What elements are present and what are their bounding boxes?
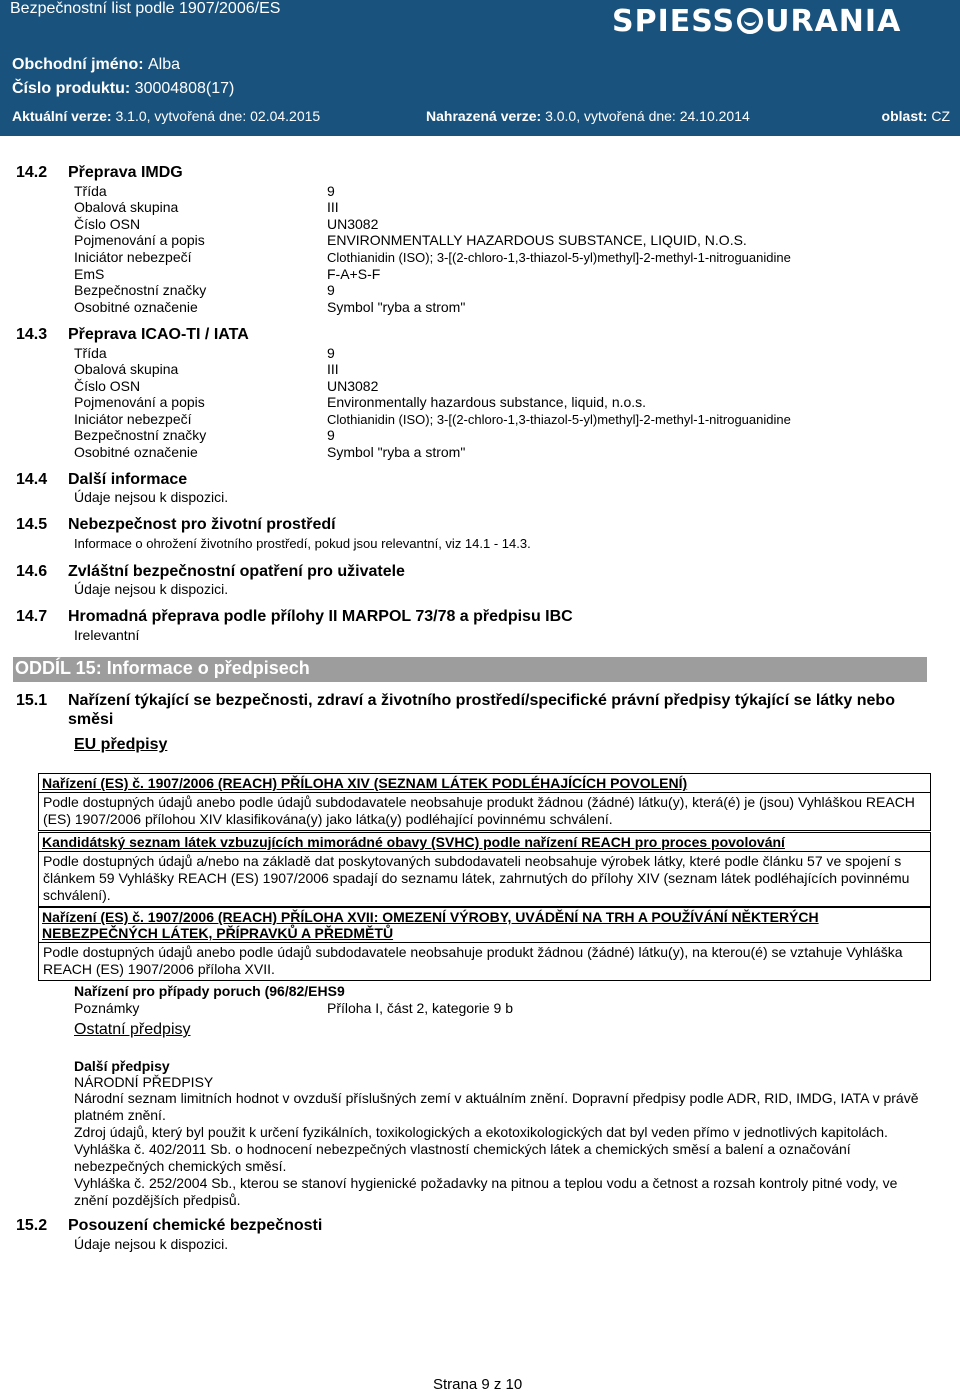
imdg-label-ems: EmS xyxy=(74,266,105,282)
iata-label-un-number: Číslo OSN xyxy=(74,378,141,394)
imdg-label-safety-marks: Bezpečnostní značky xyxy=(74,282,207,298)
section-14-3-heading: 14.3 Přeprava ICAO-TI / IATA xyxy=(16,326,249,343)
section-14-7-heading: 14.7 Hromadná přeprava podle přílohy II MARPOL 73/78 a předpisu IBC xyxy=(16,608,573,625)
iata-value-special-marking: Symbol "ryba a strom" xyxy=(327,444,466,460)
iata-label-hazard-initiator: Iniciátor nebezpečí xyxy=(74,411,192,427)
iata-value-hazard-initiator: Clothianidin (ISO); 3-[(2-chloro-1,3-thiazol-5-yl)methyl]-2-methyl-1-nitroguanidine xyxy=(327,412,791,427)
logo-text-left: SPIESS xyxy=(612,4,736,39)
section-14-4-text: Údaje nejsou k dispozici. xyxy=(74,489,229,505)
document-title: Bezpečnostní list podle 1907/2006/ES xyxy=(10,0,281,17)
other-regulations-heading: Ostatní předpisy xyxy=(74,1021,191,1038)
reach-annex-xiv-text: Podle dostupných údajů anebo podle údajů subdodavatele neobsahuje produkt žádnou (žádné) látku(y), která(é) je (jsou) Vyhláškou REACH (ES) 1907/2006 přílohou XIV klasifikována(y) jako látka(y) podléhající povinnému schválení. xyxy=(43,794,915,827)
national-regulations-text: Národní seznam limitních hodnot v ovzduší příslušných zemí v aktuálním znění. Dopravní předpisy podle ADR, RID, IMDG, IATA v právě platném znění. Zdroj údajů, který byl použit k určení fyzikálních, toxikologických a ekotoxikologických dat byl veden přímo v jednotlivých kapitolách. Vyhláška č. 402/2011 Sb. o hodnocení nebezpečných vlastností chemických látek a chemických směsí a balení a označování nebezpečných chemických směsí. Vyhláška č. 252/2004 Sb., kterou se stanoví hygienické požadavky na pitnou a teplou vodu a četnost a rozsah kontroly pitné vody, ve znění pozdějších předpisů. xyxy=(74,1090,919,1208)
imdg-label-special-marking: Osobitné označenie xyxy=(74,299,198,315)
imdg-value-special-marking: Symbol "ryba a strom" xyxy=(327,299,466,315)
iata-label-special-marking: Osobitné označenie xyxy=(74,444,198,460)
iata-label-shipping-name: Pojmenování a popis xyxy=(74,394,205,410)
reach-annex-xvii-box xyxy=(38,907,931,981)
imdg-value-shipping-name: ENVIRONMENTALLY HAZARDOUS SUBSTANCE, LIQUID, N.O.S. xyxy=(327,232,747,248)
imdg-label-shipping-name: Pojmenování a popis xyxy=(74,232,205,248)
imdg-value-safety-marks: 9 xyxy=(327,282,335,298)
iata-label-safety-marks: Bezpečnostní značky xyxy=(74,427,207,443)
logo-text-right: URANIA xyxy=(765,4,902,39)
section-14-6-text: Údaje nejsou k dispozici. xyxy=(74,581,229,597)
further-regulations-heading: Další předpisy xyxy=(74,1058,170,1074)
document-header xyxy=(0,0,960,136)
section-14-5-text: Informace o ohrožení životního prostředí, pokud jsou relevantní, viz 14.1 - 14.3. xyxy=(74,536,531,551)
region: oblast: CZ xyxy=(881,108,950,124)
section-14-4-heading: 14.4 Další informace xyxy=(16,471,188,488)
section-15-2-heading: 15.2 Posouzení chemické bezpečnosti xyxy=(16,1217,323,1234)
seveso-heading: Nařízení pro případy poruch (96/82/EHS9 xyxy=(74,983,345,999)
section-15-2-text: Údaje nejsou k dispozici. xyxy=(74,1236,229,1252)
section-15-banner xyxy=(13,657,927,682)
trade-name-value: Alba xyxy=(148,56,181,73)
iata-value-class: 9 xyxy=(327,345,335,361)
reach-annex-xiv-box xyxy=(38,773,931,831)
trade-name xyxy=(12,56,180,74)
iata-value-un-number: UN3082 xyxy=(327,378,379,394)
imdg-label-un-number: Číslo OSN xyxy=(74,216,141,232)
reach-annex-xvii-text: Podle dostupných údajů anebo podle údajů subdodavatele neobsahuje produkt žádnou (žádné) látku(y), na kterou(é) se vztahuje Vyhláška REACH (ES) 1907/2006 příloha XVII. xyxy=(43,944,903,977)
section-14-7-text: Irelevantní xyxy=(74,627,140,643)
svhc-candidate-text: Podle dostupných údajů a/nebo na základě dat poskytovaných subdodavateli neobsahuje výrobek látky, které podle článku 57 ve spojení s článkem 59 Vyhlášky REACH (ES) 1907/2006 spadají do seznamu látek, zahrnutých do přílohy XIV (seznam látek podléhajících povinnému schválení). xyxy=(43,853,910,903)
reach-annex-xiv-heading: Nařízení (ES) č. 1907/2006 (REACH) PŘÍLOHA XIV (SEZNAM LÁTEK PODLÉHAJÍCÍCH POVOLENÍ) xyxy=(39,774,930,793)
current-version: Aktuální verze: 3.1.0, vytvořená dne: 02.04.2015 xyxy=(12,108,321,124)
seveso-notes-value: Příloha I, část 2, kategorie 9 b xyxy=(327,1000,513,1016)
section-14-2-heading: 14.2 Přeprava IMDG xyxy=(16,164,183,181)
product-number-value: 30004808(17) xyxy=(134,80,235,97)
iata-value-packing-group: III xyxy=(327,361,339,377)
iata-value-shipping-name: Environmentally hazardous substance, liquid, n.o.s. xyxy=(327,394,647,410)
imdg-value-packing-group: III xyxy=(327,199,339,215)
company-logo xyxy=(612,4,901,39)
national-regulations-heading: NÁRODNÍ PŘEDPISY xyxy=(74,1074,214,1090)
imdg-value-un-number: UN3082 xyxy=(327,216,379,232)
section-15-1-heading: 15.1 Nařízení týkající se bezpečnosti, zdraví a životního prostředí/specifické právní předpisy týkající se látky nebo xyxy=(16,692,895,709)
imdg-value-class: 9 xyxy=(327,183,335,199)
product-number xyxy=(12,80,234,98)
section-15-1-heading-cont: směsi xyxy=(68,711,114,728)
iata-label-class: Třída xyxy=(74,345,107,361)
imdg-label-packing-group: Obalová skupina xyxy=(74,199,179,215)
reach-annex-xvii-heading: Nařízení (ES) č. 1907/2006 (REACH) PŘÍLOHA XVII: OMEZENÍ VÝROBY, UVÁDĚNÍ NA TRH A POUŽÍVÁNÍ NĚKTERÝCH NEBEZPEČNÝCH LÁTEK, PŘÍPRAVKŮ A PŘEDMĚTŮ xyxy=(39,908,930,943)
imdg-label-class: Třída xyxy=(74,183,107,199)
product-number-label: Číslo produktu: xyxy=(12,80,131,97)
imdg-value-ems: F-A+S-F xyxy=(327,266,381,282)
section-14-6-heading: 14.6 Zvláštní bezpečnostní opatření pro uživatele xyxy=(16,563,405,580)
trade-name-label: Obchodní jméno: xyxy=(12,56,144,73)
iata-value-safety-marks: 9 xyxy=(327,427,335,443)
page-number: Strana 9 z 10 xyxy=(433,1376,523,1393)
imdg-label-hazard-initiator: Iniciátor nebezpečí xyxy=(74,249,192,265)
logo-swirl-icon xyxy=(737,8,763,34)
eu-regulations-heading: EU předpisy xyxy=(74,736,168,753)
seveso-notes-label: Poznámky xyxy=(74,1000,140,1016)
svhc-candidate-heading: Kandidátský seznam látek vzbuzujících mimorádné obavy (SVHC) podle nařízení REACH pro proces povolování xyxy=(39,833,930,852)
iata-label-packing-group: Obalová skupina xyxy=(74,361,179,377)
section-14-5-heading: 14.5 Nebezpečnost pro životní prostředí xyxy=(16,516,336,533)
replaced-version: Nahrazená verze: 3.0.0, vytvořená dne: 24.10.2014 xyxy=(426,108,750,124)
section-15-title: ODDÍL 15: Informace o předpisech xyxy=(15,658,310,678)
imdg-value-hazard-initiator: Clothianidin (ISO); 3-[(2-chloro-1,3-thiazol-5-yl)methyl]-2-methyl-1-nitroguanidine xyxy=(327,250,791,265)
svhc-candidate-box xyxy=(38,832,931,907)
